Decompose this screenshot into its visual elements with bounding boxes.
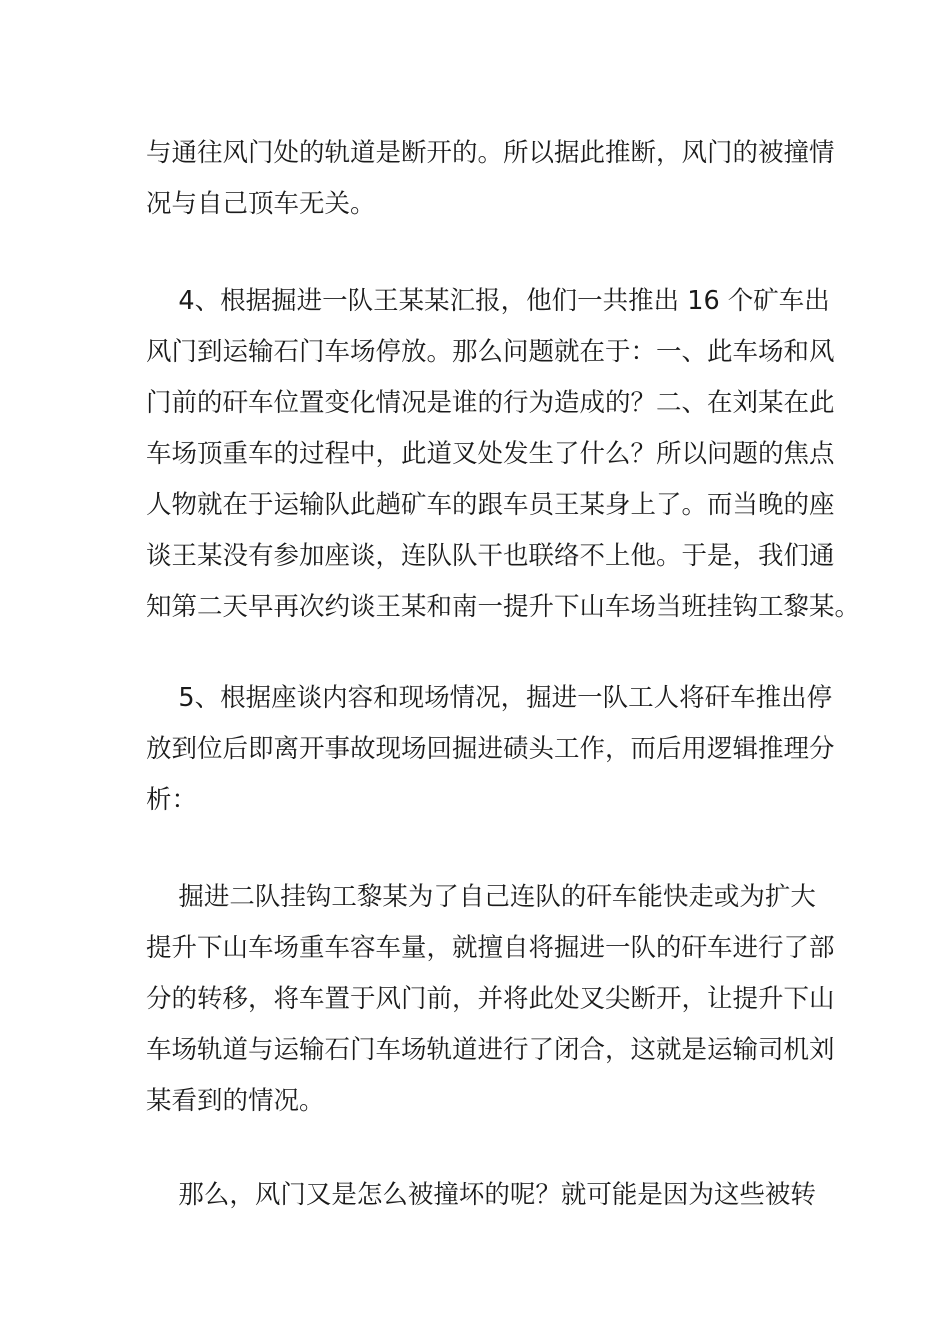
text-line: 况与自己顶车无关。 <box>146 189 376 219</box>
text-line: 门前的矸车位置变化情况是谁的行为造成的？二、在刘某在此 <box>146 388 835 418</box>
text-line: 人物就在于运输队此趟矿车的跟车员王某身上了。而当晚的座 <box>146 490 835 520</box>
paragraph-5 <box>146 1170 816 1221</box>
text-line: 5、根据座谈内容和现场情况，掘进一队工人将矸车推出停 <box>146 683 833 713</box>
paragraph-4 <box>146 872 835 1127</box>
text-line: 谈王某没有参加座谈，连队队干也联络不上他。于是，我们通 <box>146 541 835 571</box>
text-line: 放到位后即离开事故现场回掘进碛头工作，而后用逻辑推理分 <box>146 734 835 764</box>
text-line: 4、根据掘进一队王某某汇报，他们一共推出 16 个矿车出 <box>146 286 830 316</box>
paragraph-1 <box>146 128 835 230</box>
paragraph-2 <box>146 276 861 633</box>
text-line: 析： <box>146 785 198 815</box>
text-line: 车场轨道与运输石门车场轨道进行了闭合，这就是运输司机刘 <box>146 1035 835 1065</box>
text-line: 分的转移，将车置于风门前，并将此处叉尖断开，让提升下山 <box>146 984 835 1014</box>
text-line: 车场顶重车的过程中，此道叉处发生了什么？所以问题的焦点 <box>146 439 835 469</box>
text-line: 提升下山车场重车容车量，就擅自将掘进一队的矸车进行了部 <box>146 933 835 963</box>
text-line: 某看到的情况。 <box>146 1086 325 1116</box>
text-line: 风门到运输石门车场停放。那么问题就在于：一、此车场和风 <box>146 337 835 367</box>
text-line: 那么，风门又是怎么被撞坏的呢？就可能是因为这些被转 <box>146 1180 816 1210</box>
text-line: 掘进二队挂钩工黎某为了自己连队的矸车能快走或为扩大 <box>146 882 816 912</box>
text-line: 知第二天早再次约谈王某和南一提升下山车场当班挂钩工黎某。 <box>146 592 861 622</box>
paragraph-3 <box>146 673 835 826</box>
text-line: 与通往风门处的轨道是断开的。所以据此推断，风门的被撞情 <box>146 138 835 168</box>
